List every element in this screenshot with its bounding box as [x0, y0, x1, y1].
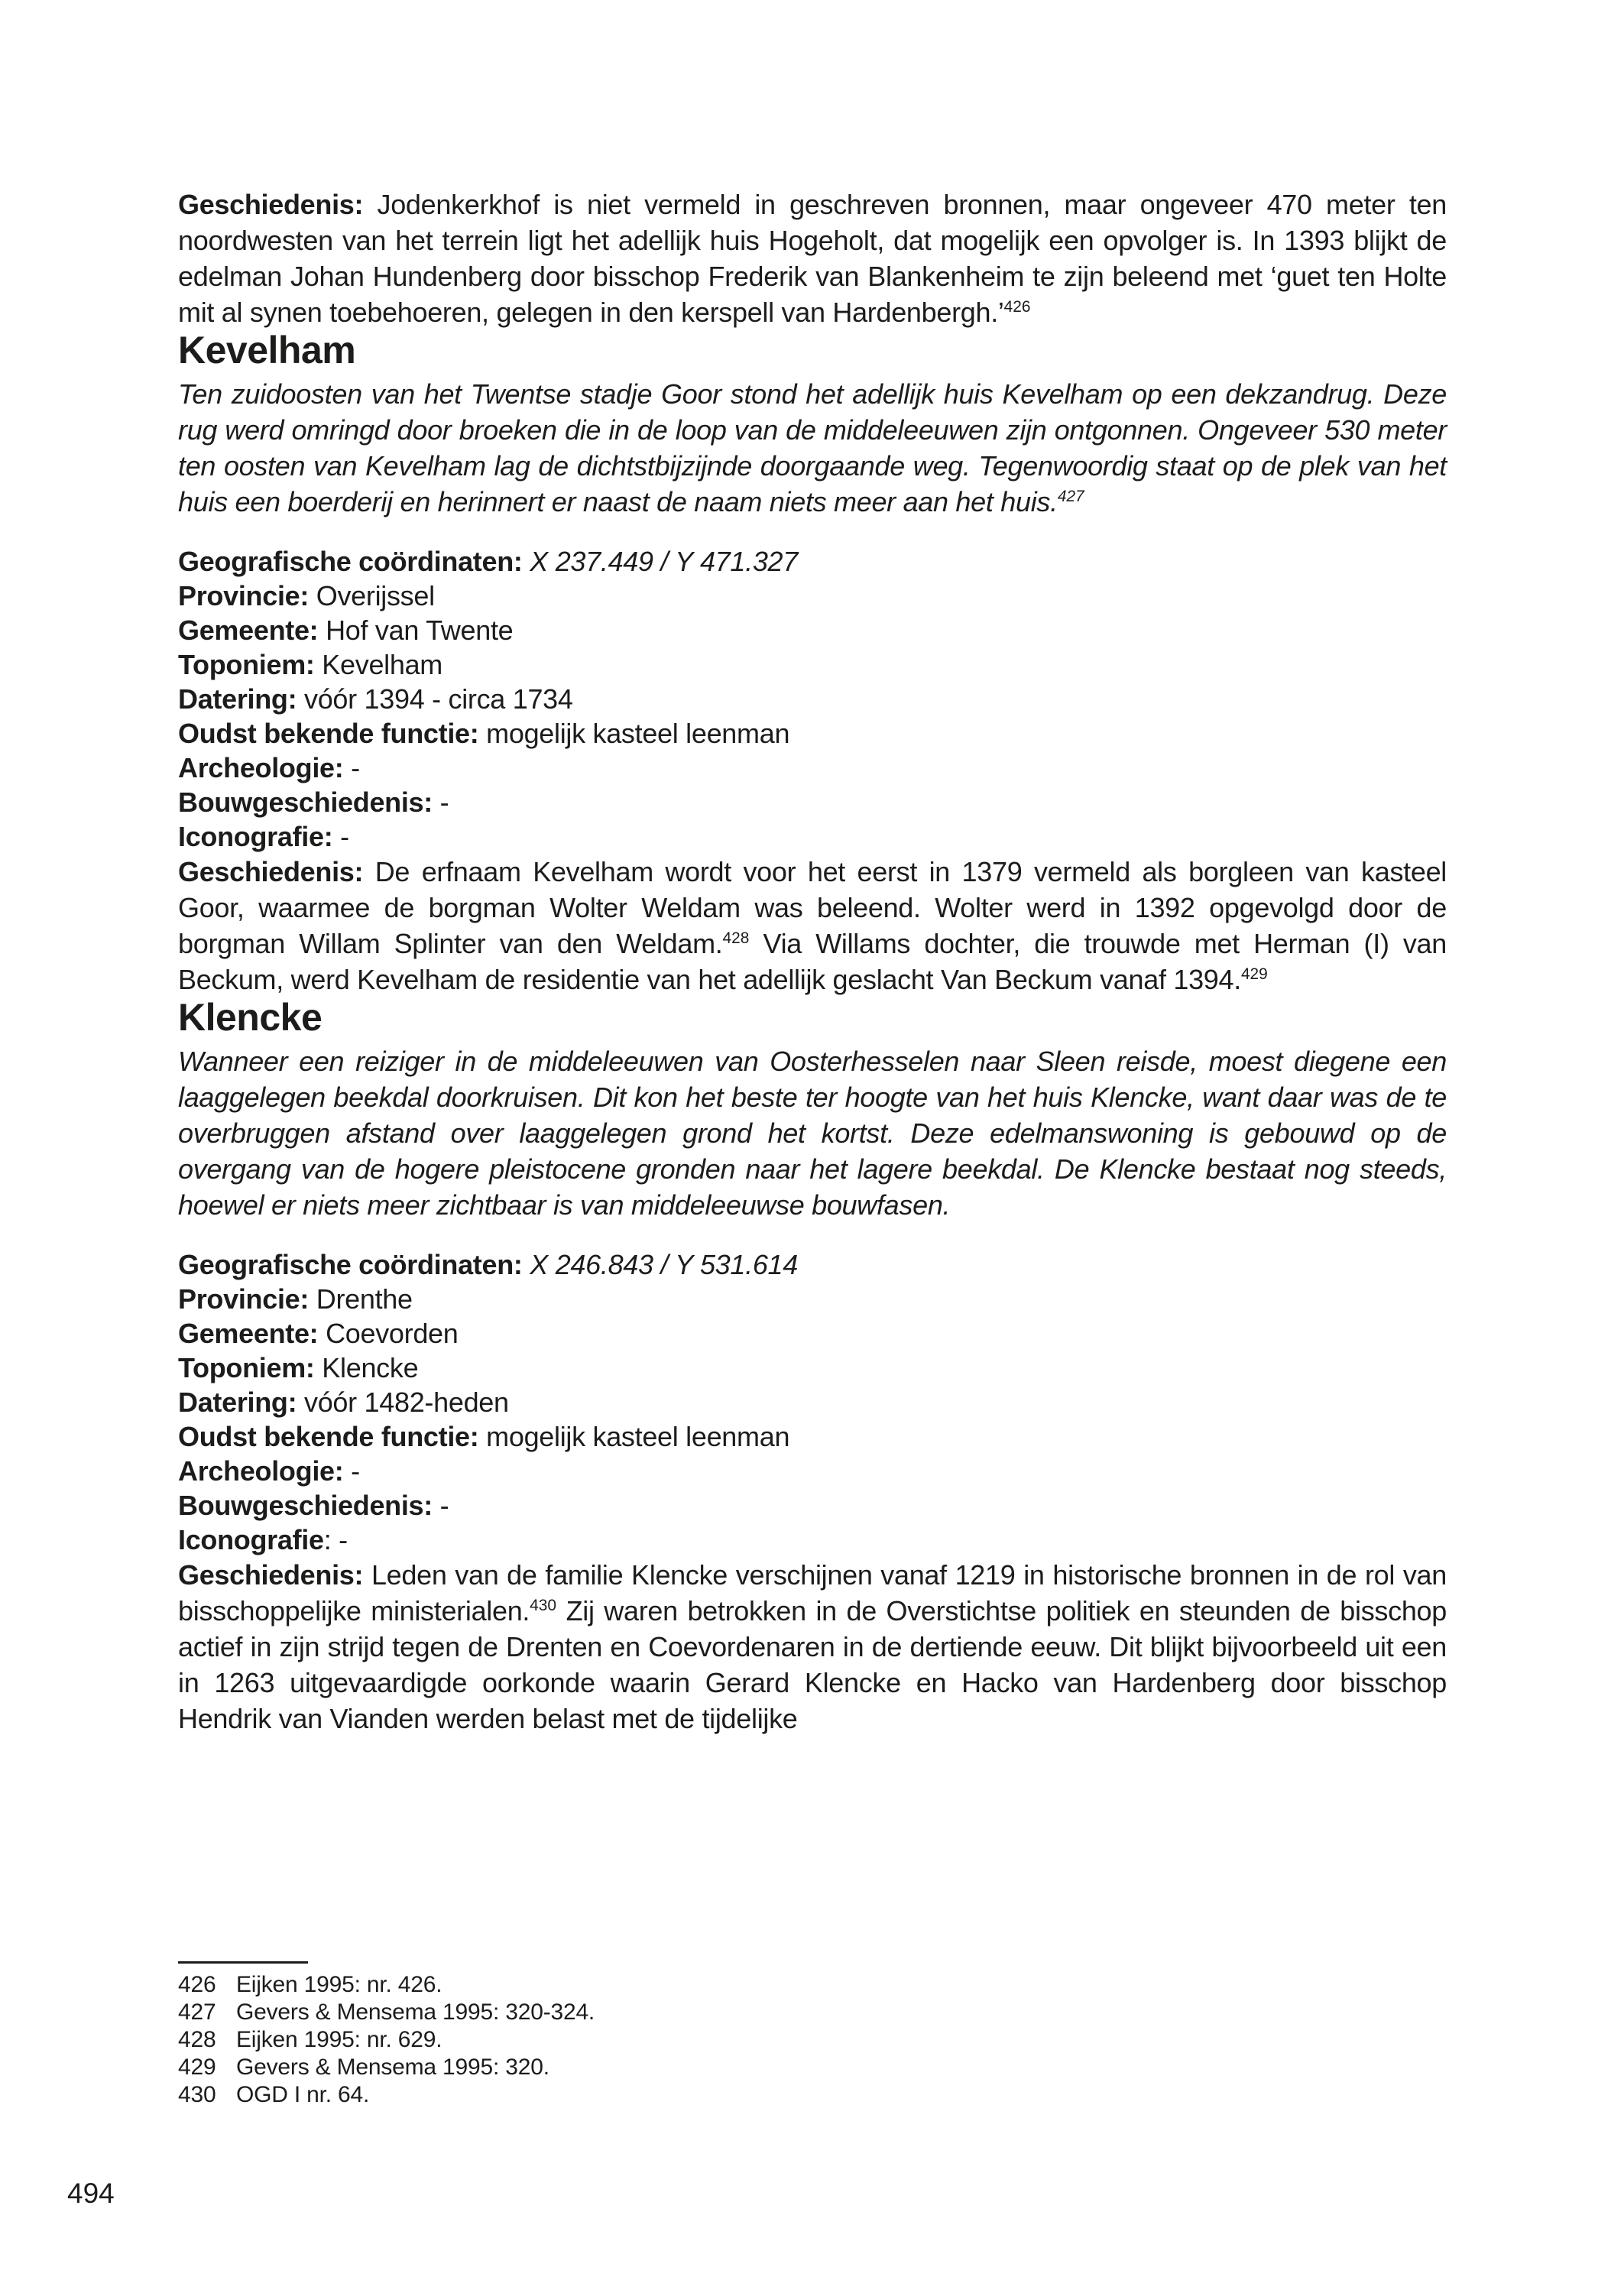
- detail-row-toponiem: [178, 1351, 1447, 1385]
- detail-row-iconografie: [178, 1523, 1447, 1557]
- footnote-ref-427: 427: [1057, 488, 1084, 505]
- footnote-separator-rule: [178, 1961, 308, 1964]
- geschiedenis-text: Via Willams dochter, die trouwde met Herman (I) van Beckum, werd Kevelham de residentie van het adellijk geslacht Van Beckum vanaf 1394.: [178, 928, 1447, 995]
- detail-label: Archeologie:: [178, 752, 344, 783]
- detail-row-provincie: [178, 579, 1447, 613]
- detail-value: X 237.449 / Y 471.327: [522, 546, 798, 577]
- footnote-text: Eijken 1995: nr. 629.: [236, 2027, 442, 2052]
- detail-value: -: [343, 752, 360, 783]
- detail-label: Iconografie:: [178, 821, 333, 852]
- detail-value: -: [343, 1455, 360, 1487]
- detail-row-iconografie: [178, 819, 1447, 854]
- footnote: [178, 1999, 1447, 2026]
- detail-label: Datering:: [178, 683, 297, 715]
- detail-value: -: [432, 786, 449, 818]
- geschiedenis-label: Geschiedenis:: [178, 189, 364, 220]
- detail-label: Iconografie: [178, 1524, 324, 1555]
- footnote-text: Gevers & Mensema 1995: 320.: [236, 2055, 549, 2080]
- detail-value: -: [432, 1490, 449, 1521]
- detail-value: mogelijk kasteel leenman: [478, 718, 790, 749]
- detail-value: Kevelham: [314, 649, 442, 680]
- detail-row-archeologie: [178, 1454, 1447, 1488]
- detail-value: mogelijk kasteel leenman: [478, 1421, 790, 1452]
- detail-label: Provincie:: [178, 580, 310, 611]
- detail-value: X 246.843 / Y 531.614: [522, 1249, 798, 1280]
- detail-row-datering: [178, 1385, 1447, 1419]
- footnote: [178, 2026, 1447, 2054]
- footnote-ref-428: 428: [722, 929, 750, 947]
- kevelham-geschiedenis-paragraph: [178, 854, 1447, 997]
- footnote-ref-429: 429: [1240, 965, 1268, 983]
- klencke-intro-text: Wanneer een reiziger in de middeleeuwen van Oosterhesselen naar Sleen reisde, moest diegene een laaggelegen beekdal doorkruisen. Dit kon het beste ter hoogte van het huis Klencke, want daar was de te overbruggen afstand over laaggelegen grond het kortst. Deze edelmanswoning is gebouwd op de overgang van de hogere pleistocene gronden naar het lagere beekdal. De Klencke bestaat nog steeds, hoewel er niets meer zichtbaar is van middeleeuwse bouwfasen.: [178, 1046, 1447, 1221]
- geschiedenis-label: Geschiedenis:: [178, 856, 364, 887]
- page-number: 494: [67, 2178, 115, 2209]
- detail-value: -: [332, 821, 349, 852]
- detail-label: Toponiem:: [178, 649, 315, 680]
- detail-label: Toponiem:: [178, 1352, 315, 1383]
- detail-row-archeologie: [178, 751, 1447, 785]
- detail-label: Geografische coördinaten:: [178, 1249, 523, 1280]
- footnote-number: 429: [178, 2055, 216, 2080]
- klencke-title: Klencke: [178, 996, 323, 1039]
- detail-label: Provincie:: [178, 1283, 310, 1315]
- detail-row-toponiem: [178, 647, 1447, 682]
- footnote-number: 428: [178, 2027, 216, 2052]
- geschiedenis-text: Leden van de familie Klencke verschijnen vanaf 1219 in historische bronnen in de rol van bisschoppelijke ministerialen.: [178, 1559, 1447, 1627]
- detail-value: Hof van Twente: [318, 615, 514, 646]
- text-column: [178, 186, 1447, 1737]
- detail-row-functie: [178, 1419, 1447, 1454]
- kevelham-intro-paragraph: [178, 376, 1447, 520]
- detail-label: Bouwgeschiedenis:: [178, 1490, 433, 1521]
- footnote-ref-426: 426: [1003, 298, 1031, 316]
- detail-value: Klencke: [314, 1352, 419, 1383]
- footnote: [178, 2081, 1447, 2109]
- footnote-text: OGD I nr. 64.: [236, 2082, 370, 2107]
- detail-row-coordinates: [178, 544, 1447, 579]
- detail-row-datering: [178, 682, 1447, 716]
- footnote-number: 430: [178, 2082, 216, 2107]
- detail-value: : -: [323, 1524, 348, 1555]
- detail-label: Bouwgeschiedenis:: [178, 786, 433, 818]
- footnote: [178, 1971, 1447, 1999]
- kevelham-details-list: [178, 544, 1447, 854]
- footnote-ref-430: 430: [530, 1597, 556, 1614]
- detail-label: Archeologie:: [178, 1455, 344, 1487]
- detail-value: vóór 1394 - circa 1734: [297, 683, 573, 715]
- detail-label: Gemeente:: [178, 615, 319, 646]
- detail-value: Drenthe: [309, 1283, 413, 1315]
- detail-value: vóór 1482-heden: [297, 1387, 509, 1418]
- detail-row-bouwgeschiedenis: [178, 785, 1447, 819]
- footnote-number: 427: [178, 1999, 216, 2025]
- detail-label: Geografische coördinaten:: [178, 546, 523, 577]
- hogeholt-geschiedenis-paragraph: [178, 186, 1447, 330]
- detail-row-bouwgeschiedenis: [178, 1488, 1447, 1523]
- detail-label: Oudst bekende functie:: [178, 1421, 479, 1452]
- geschiedenis-text: Jodenkerkhof is niet vermeld in geschreven bronnen, maar ongeveer 470 meter ten noordwesten van het terrein ligt het adellijk huis Hogeholt, dat mogelijk een opvolger is. In 1393 blijkt de edelman Johan Hundenberg door bisschop Frederik van Blankenheim te zijn beleend met ‘guet ten Holte mit al synen toebehoeren, gelegen in den kerspell van Hardenbergh.’: [178, 189, 1447, 328]
- detail-row-gemeente: [178, 1316, 1447, 1351]
- kevelham-intro-text: Ten zuidoosten van het Twentse stadje Goor stond het adellijk huis Kevelham op een dekzandrug. Deze rug werd omringd door broeken die in de loop van de middeleeuwen zijn ontgonnen. Ongeveer 530 meter ten oosten van Kevelham lag de dichtstbijzijnde doorgaande weg. Tegenwoordig staat op de plek van het huis een boerderij en herinnert er naast de naam niets meer aan het huis.: [178, 378, 1447, 517]
- detail-value: Overijssel: [309, 580, 435, 611]
- detail-label: Datering:: [178, 1387, 297, 1418]
- footnote-text: Gevers & Mensema 1995: 320-324.: [236, 1999, 595, 2025]
- detail-value: Coevorden: [318, 1318, 459, 1349]
- geschiedenis-label: Geschiedenis:: [178, 1559, 364, 1591]
- detail-row-functie: [178, 716, 1447, 751]
- geschiedenis-text: De erfnaam Kevelham wordt voor het eerst in 1379 vermeld als borgleen van kasteel Goor, waarmee de borgman Wolter Weldam was beleend. Wolter werd in 1392 opgevolgd door de borgman Willam Splinter van den Weldam.: [178, 856, 1447, 959]
- detail-row-gemeente: [178, 613, 1447, 647]
- footnote: [178, 2054, 1447, 2081]
- kevelham-title: Kevelham: [178, 329, 356, 371]
- detail-label: Gemeente:: [178, 1318, 319, 1349]
- footnote-text: Eijken 1995: nr. 426.: [236, 1972, 442, 1997]
- geschiedenis-text: Zij waren betrokken in de Overstichtse politiek en steunden de bisschop actief in zijn strijd tegen de Drenten en Coevordenaren in de dertiende eeuw. Dit blijkt bijvoorbeeld uit een in 1263 uitgevaardigde oorkonde waarin Gerard Klencke en Hacko van Hardenberg door bisschop Hendrik van Vianden werden belast met de tijdelijke: [178, 1595, 1447, 1734]
- detail-row-coordinates: [178, 1247, 1447, 1282]
- detail-label: Oudst bekende functie:: [178, 718, 479, 749]
- footnote-number: 426: [178, 1972, 216, 1997]
- klencke-geschiedenis-paragraph: [178, 1557, 1447, 1737]
- klencke-intro-paragraph: [178, 1043, 1447, 1223]
- footnotes-block: [178, 1961, 1447, 2109]
- klencke-details-list: [178, 1247, 1447, 1557]
- detail-row-provincie: [178, 1282, 1447, 1316]
